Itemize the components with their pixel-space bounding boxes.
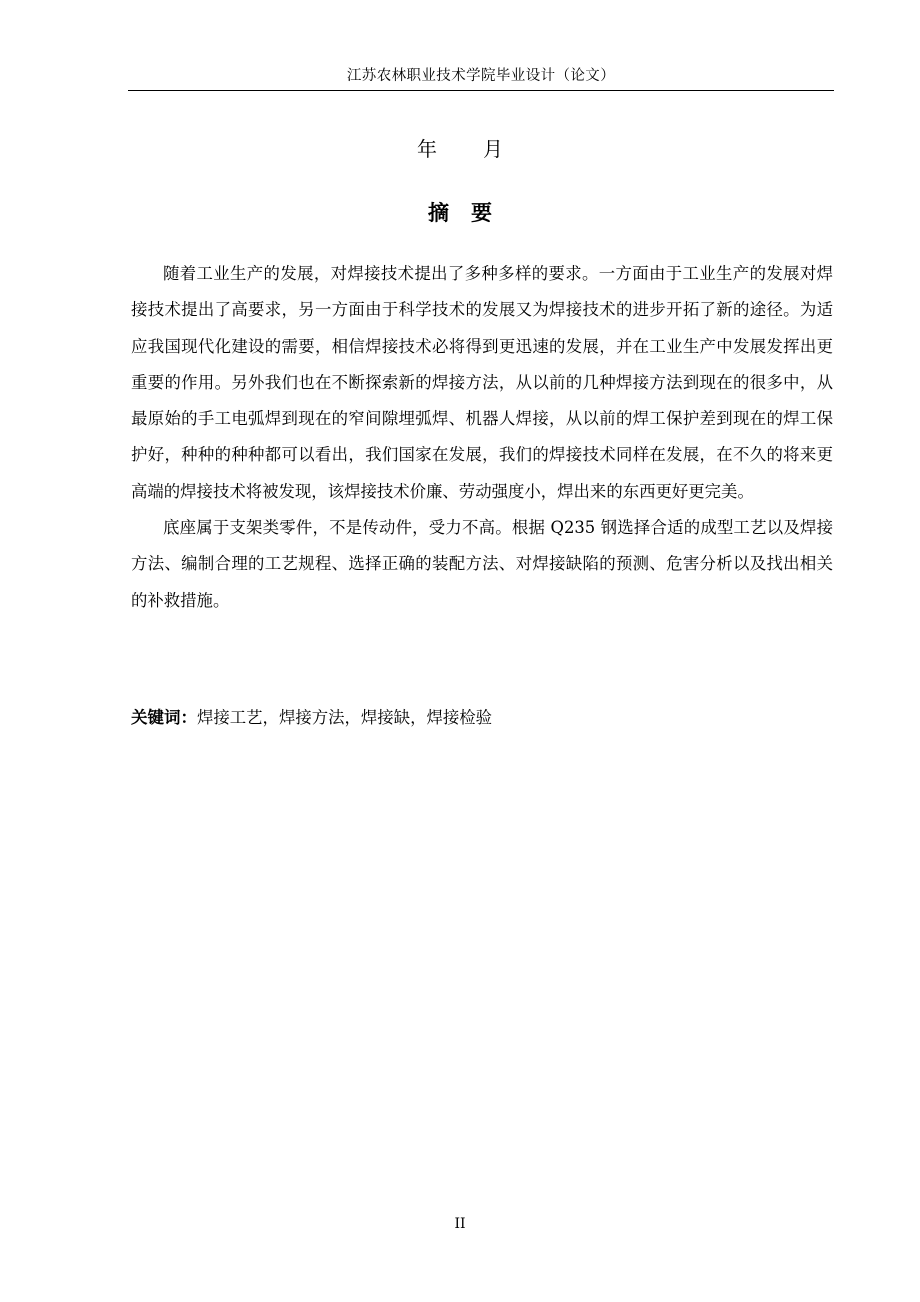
- keywords-value: 焊接工艺，焊接方法，焊接缺，焊接检验: [197, 708, 493, 727]
- year-label: 年: [417, 137, 437, 161]
- page-header: [128, 62, 834, 91]
- keywords-line: [131, 700, 833, 736]
- page-number: II: [454, 1216, 466, 1232]
- abstract-body: [131, 256, 833, 619]
- date-line: [0, 133, 920, 162]
- keywords-label: 关键词：: [131, 708, 197, 727]
- abstract-paragraph-2: 底座属于支架类零件，不是传动件，受力不高。根据 Q235 钢选择合适的成型工艺以及焊接方法、编制合理的工艺规程、选择正确的装配方法、对焊接缺陷的预测、危害分析以及找出相关的补救措施。: [131, 518, 833, 610]
- abstract-heading-char-1: 摘: [428, 201, 449, 225]
- month-label: 月: [483, 137, 503, 161]
- header-title: 江苏农林职业技术学院毕业设计（论文）: [346, 68, 616, 84]
- abstract-paragraph-1: 随着工业生产的发展，对焊接技术提出了多种多样的要求。一方面由于工业生产的发展对焊接技术提出了高要求，另一方面由于科学技术的发展又为焊接技术的进步开拓了新的途径。为适应我国现代化建设的需要，相信焊接技术必将得到更迅速的发展，并在工业生产中发展发挥出更重要的作用。另外我们也在不断探索新的焊接方法，从以前的几种焊接方法到现在的很多中，从最原始的手工电弧焊到现在的窄间隙埋弧焊、机器人焊接，从以前的焊工保护差到现在的焊工保护好，种种的种种都可以看出，我们国家在发展，我们的焊接技术同样在发展，在不久的将来更高端的焊接技术将被发现，该焊接技术价廉、劳动强度小，焊出来的东西更好更完美。: [131, 264, 833, 501]
- abstract-heading-char-2: 要: [471, 201, 492, 225]
- abstract-heading: [0, 197, 920, 227]
